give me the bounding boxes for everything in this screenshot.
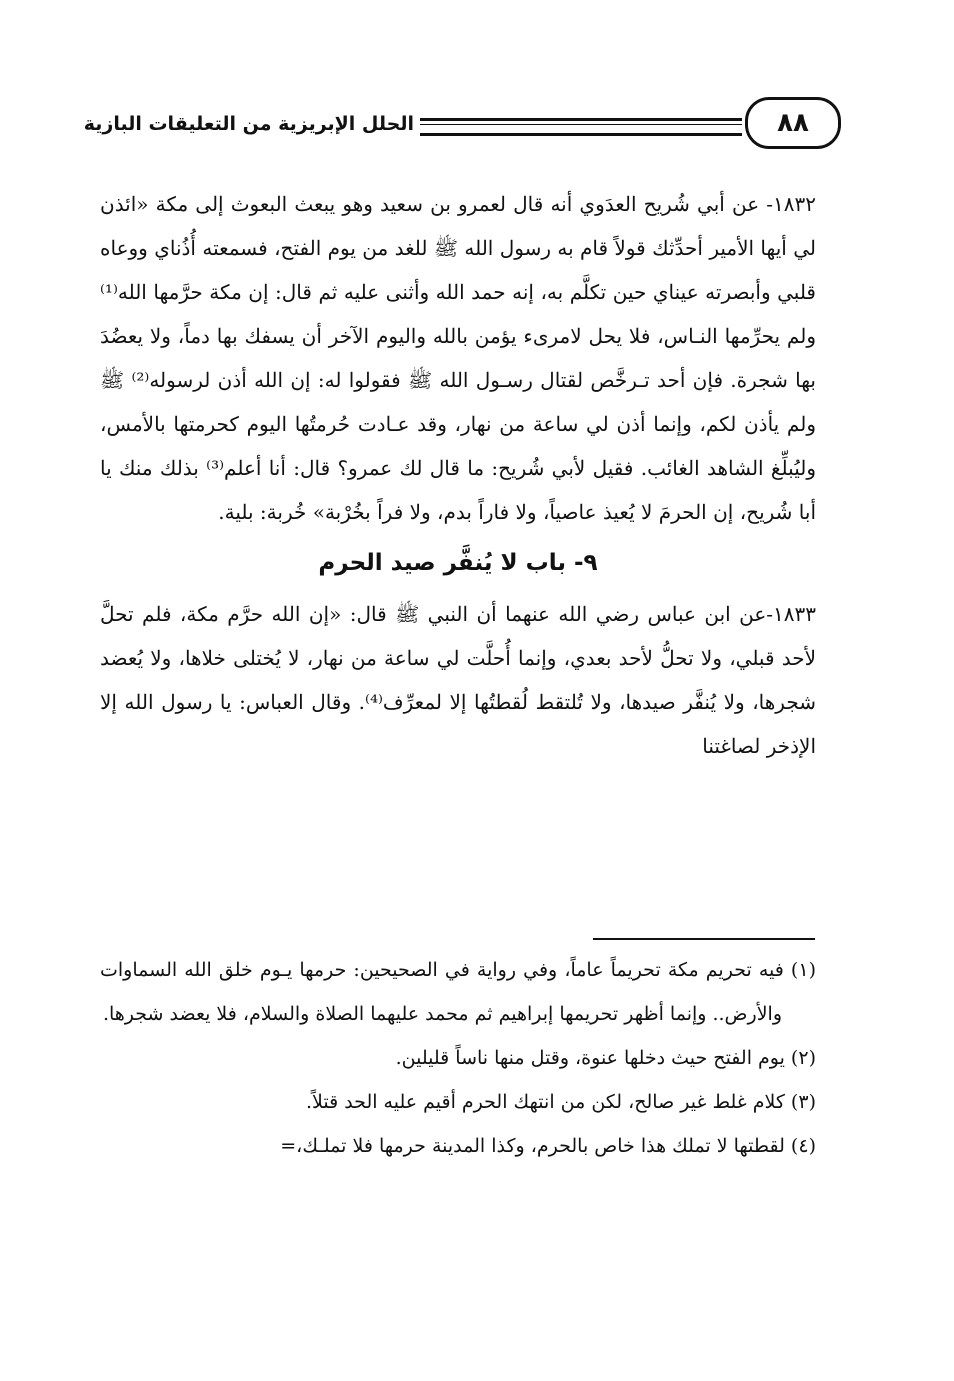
- header-rule-middle-line: [420, 124, 742, 125]
- chapter-heading: ٩- باب لا يُنفَّر صيد الحرم: [318, 550, 598, 576]
- main-text: [100, 182, 816, 768]
- page-number: ٨٨: [745, 97, 841, 149]
- footnote-1: (١) فيه تحريم مكة تحريماً عاماً، وفي رواية في الصحيحين: حرمها يـوم خلق الله السماوات والأرض.. وإنما أظهر تحريمها إبراهيم ثم محمد عليهما الصلاة والسلام، فلا يعضد شجرها.: [100, 959, 816, 1025]
- book-title: الحلل الإبريزية من التعليقات البازية: [83, 113, 414, 135]
- hadith-1833: ١٨٣٣-عن ابن عباس رضي الله عنهما أن النبي ﷺ قال: «إن الله حرَّم مكة، فلم تحلَّ لأحد قبلي، ولا تحلُّ لأحد بعدي، وإنما أُحلَّت لي ساعة من نهار، لا يُختلى خلاها، ولا يُعضد شجرها، ولا يُنفَّر صيدها، ولا تُلتقط لُقطتُها إلا لمعرِّف⁽⁴⁾. وقال العباس: يا رسول الله إلا الإذخر لصاغتنا: [100, 602, 816, 758]
- footnote-2: (٢) يوم الفتح حيث دخلها عنوة، وقتل منها ناساً قليلين.: [395, 1047, 816, 1069]
- hadith-1832: ١٨٣٢- عن أبي شُريح العدَوي أنه قال لعمرو بن سعيد وهو يبعث البعوث إلى مكة «ائذن لي أيها الأمير أحدِّثك قولاً قام به رسول الله ﷺ للغد من يوم الفتح، فسمعته أُذُناي ووعاه قلبي وأبصرته عيناي حين تكلَّم به، إنه حمد الله وأثنى عليه ثم قال: إن مكة حرَّمها الله⁽¹⁾ ولم يحرِّمها النـاس، فلا يحل لامرىء يؤمن بالله واليوم الآخر أن يسفك بها دماً، ولا يعضُدَ بها شجرة. فإن أحد تـرخَّص لقتال رسـول الله ﷺ فقولوا له: إن الله أذن لرسوله⁽²⁾ ﷺ ولم يأذن لكم، وإنما أذن لي ساعة من نهار، وقد عـادت حُرمتُها اليوم كحرمتها بالأمس، وليُبلِّغ الشاهد الغائب. فقيل لأبي شُريح: ما قال لك عمرو؟ قال: أنا أعلم⁽³⁾ بذلك منك يا أبا شُريح، إن الحرمَ لا يُعيذ عاصياً، ولا فاراً بدم، ولا فراً بخُرْبة» خُربة: بلية.: [100, 192, 816, 524]
- footnote-4: (٤) لقطتها لا تملك هذا خاص بالحرم، وكذا المدينة حرمها فلا تملـك،=: [280, 1135, 816, 1157]
- header-rule: [420, 118, 742, 136]
- footnote-separator: [593, 938, 815, 940]
- footnotes: [100, 948, 816, 1168]
- footnote-3: (٣) كلام غلط غير صالح، لكن من انتهك الحرم أقيم عليه الحد قتلاً.: [305, 1091, 816, 1113]
